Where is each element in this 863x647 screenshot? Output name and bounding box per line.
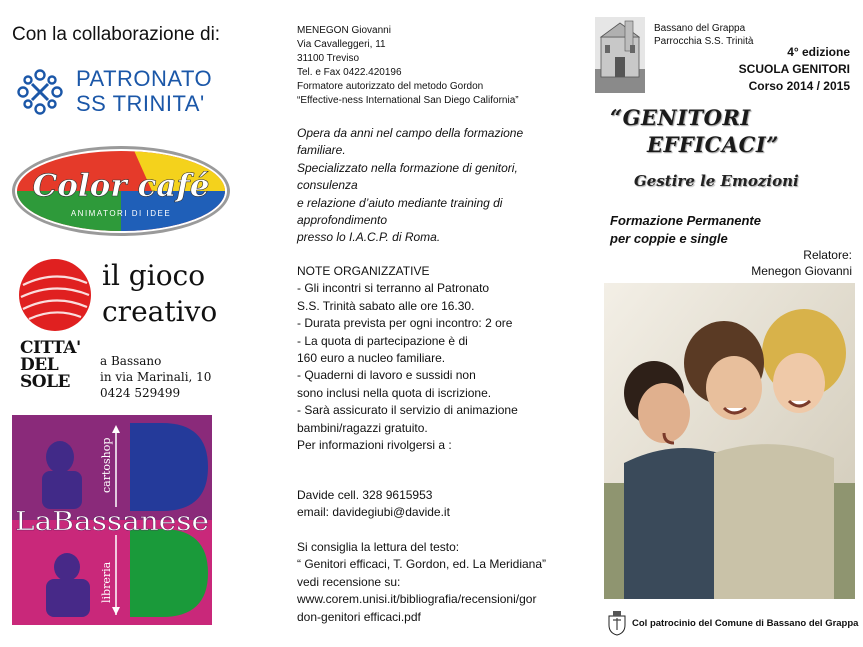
coat-of-arms-icon [606, 610, 628, 636]
email-line[interactable]: email: davidegiubi@davide.it [297, 505, 450, 520]
relatore-label: Relatore: [803, 248, 852, 262]
info-contacts-block [297, 487, 450, 522]
formazione-line: per coppie e single [610, 231, 728, 246]
parish-line: Parrocchia S.S. Trinità [654, 36, 754, 47]
review-url-line[interactable]: don-genitori efficaci.pdf [297, 609, 421, 624]
bio-line: approfondimento [297, 213, 388, 228]
gioco-creativo-name [102, 258, 217, 330]
formazione-line: Formazione Permanente [610, 213, 761, 228]
notes-line: bambini/ragazzi gratuito. [297, 420, 428, 435]
relatore-block [700, 247, 852, 279]
contact-line: Tel. e Fax 0422.420196 [297, 67, 402, 78]
reading-line: “ Genitori efficaci, T. Gordon, ed. La Meridiana” [297, 557, 547, 572]
la-bassanese-side-bottom: libreria [100, 561, 113, 603]
church-photo [595, 17, 645, 93]
edition-block [700, 44, 850, 95]
notes-line: 160 euro a nucleo familiare. [297, 351, 446, 366]
contact-line: 31100 Treviso [297, 53, 360, 64]
citta-del-sole-logo [20, 340, 81, 391]
address-line: a Bassano [100, 354, 162, 368]
citta-del-sole-line: CITTA' [20, 338, 81, 358]
reading-suggestion-block [297, 539, 546, 626]
patrocinio-text: Col patrocinio del Comune di Bassano del Grappa [632, 618, 859, 629]
review-url-line[interactable]: www.corem.unisi.it/bibliografia/recensioni/gor [297, 592, 537, 607]
course-title-line1: “GENITORI [610, 105, 751, 130]
citta-del-sole-line: DEL [20, 355, 59, 375]
contact-line: Via Cavalleggeri, 11 [297, 39, 386, 50]
notes-line: Per informazioni rivolgersi a : [297, 438, 452, 453]
notes-heading: NOTE ORGANIZZATIVE [297, 264, 430, 278]
course-subtitle: Gestire le Emozioni [634, 172, 799, 190]
contact-line: Formatore autorizzato del metodo Gordon [297, 81, 484, 92]
edition-line: Corso 2014 / 2015 [748, 79, 850, 93]
patronato-name [76, 66, 212, 116]
patronato-line1: PATRONATO [76, 66, 213, 91]
bio-line: Specializzato nella formazione di genitori, [297, 160, 518, 175]
organizational-notes-block [297, 263, 518, 454]
notes-line: sono inclusi nella quota di iscrizione. [297, 385, 492, 400]
colorcafe-name: Color café [32, 168, 210, 204]
course-title-line2: EFFICACI” [647, 132, 779, 157]
gioco-line2: creativo [102, 295, 218, 328]
la-bassanese-logo [12, 415, 212, 625]
notes-line: - Durata prevista per ogni incontro: 2 ore [297, 316, 513, 331]
reading-line: Si consiglia la lettura del testo: [297, 540, 460, 554]
patronato-emblem-icon [19, 71, 62, 114]
family-photo [604, 283, 855, 599]
bio-line: Opera da anni nel campo della formazione [297, 126, 524, 140]
reading-line: vedi recensione su: [297, 574, 401, 589]
colorcafe-tagline: ANIMATORI DI IDEE [70, 209, 172, 218]
citta-del-sole-line: SOLE [20, 372, 70, 392]
notes-line: - Sarà assicurato il servizio di animazione [297, 403, 518, 418]
bio-line: presso lo I.A.C.P. di Roma. [297, 230, 441, 245]
patronato-line2: SS TRINITA' [76, 91, 205, 116]
formazione-block [610, 212, 761, 248]
bio-line: familiare. [297, 143, 346, 158]
edition-line: 4° edizione [787, 45, 850, 59]
notes-line: - Gli incontri si terranno al Patronato [297, 281, 490, 296]
speaker-bio-block [297, 125, 523, 247]
speaker-contact-block [297, 24, 519, 108]
bio-line: e relazione d’aiuto mediante training di [297, 195, 503, 210]
parish-line: Bassano del Grappa [654, 23, 746, 34]
edition-line: SCUOLA GENITORI [738, 62, 850, 76]
notes-line: - Quaderni di lavoro e sussidi non [297, 368, 476, 383]
la-bassanese-name: LaBassanese [15, 507, 209, 537]
notes-line: S.S. Trinità sabato alle ore 16.30. [297, 298, 475, 313]
address-line: in via Marinali, 10 [100, 370, 212, 384]
contact-line: MENEGON Giovanni [297, 25, 391, 36]
red-scribble-circle-icon [15, 255, 95, 335]
address-line: 0424 529499 [100, 386, 181, 400]
collaboration-heading: Con la collaborazione di: [12, 24, 221, 45]
contact-line: “Effective-ness International San Diego California” [297, 95, 519, 106]
relatore-name: Menegon Giovanni [751, 264, 852, 278]
la-bassanese-side-top: cartoshop [100, 437, 113, 493]
notes-line: - La quota di partecipazione è di [297, 333, 468, 348]
gioco-line1: il gioco [102, 259, 206, 292]
phone-line: Davide cell. 328 9615953 [297, 488, 433, 502]
colorcafe-logo [12, 146, 230, 236]
bio-line: consulenza [297, 178, 358, 193]
course-title [610, 104, 779, 158]
citta-del-sole-address [100, 353, 211, 401]
